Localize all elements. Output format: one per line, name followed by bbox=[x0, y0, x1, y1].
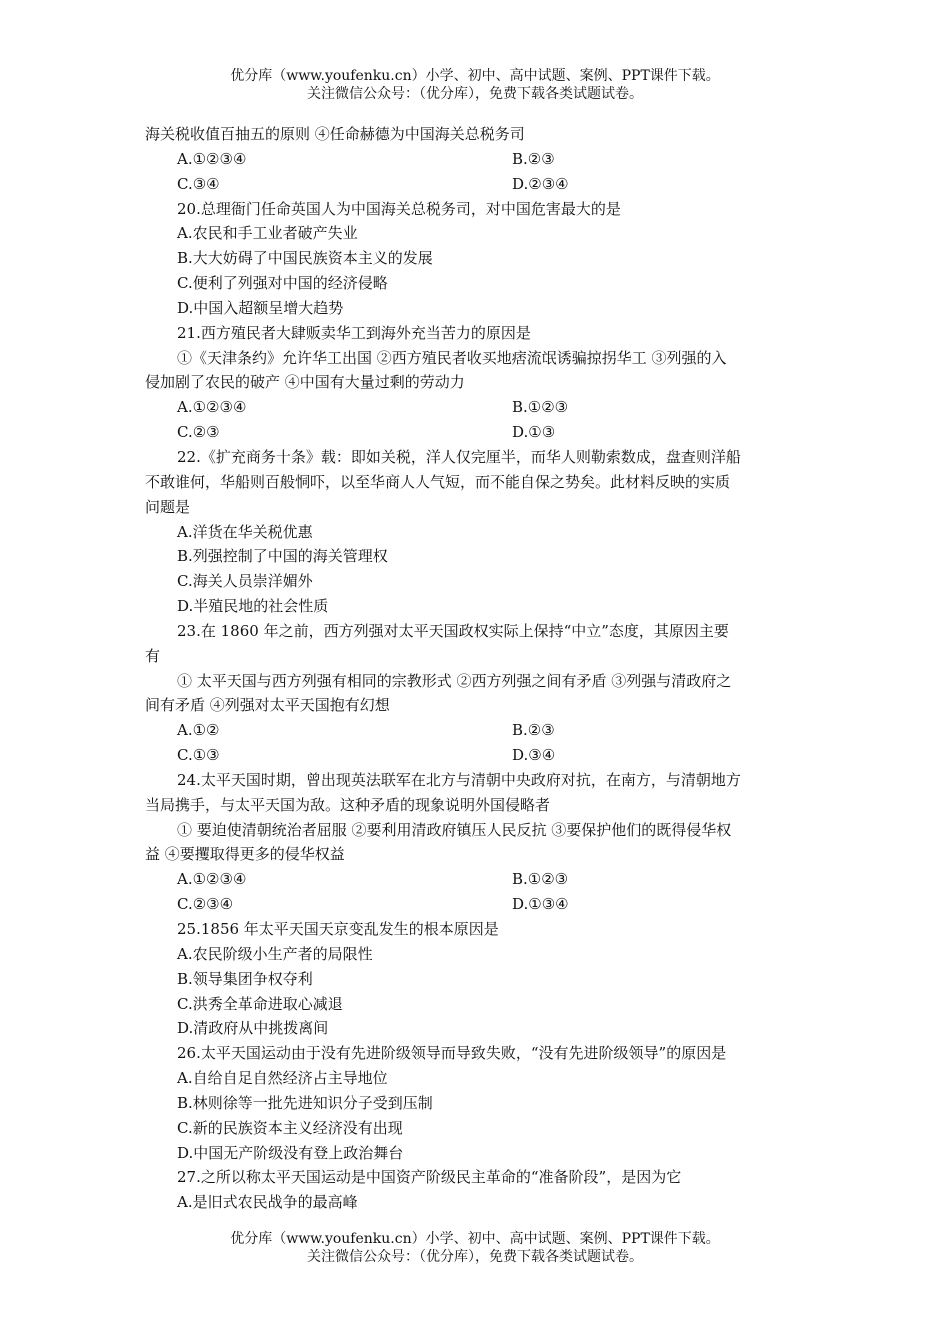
q24-options-row-2 bbox=[145, 892, 810, 917]
q19-options-row-1 bbox=[145, 147, 810, 172]
q21-option-d: D.①③ bbox=[512, 423, 556, 442]
q20-stem: 20.总理衙门任命英国人为中国海关总税务司，对中国危害最大的是 bbox=[177, 199, 621, 218]
q21-option-a: A.①②③④ bbox=[177, 398, 247, 417]
q26-option-d: D.中国无产阶级没有登上政治舞台 bbox=[177, 1143, 404, 1162]
q25-option-a: A.农民阶级小生产者的局限性 bbox=[177, 944, 373, 963]
q21-option-b: B.①②③ bbox=[512, 398, 569, 417]
q24-items-line-1: ① 要迫使清朝统治者屈服 ②要利用清政府镇压人民反抗 ③要保护他们的既得侵华权 bbox=[177, 820, 732, 839]
footer-line-2: 关注微信公众号：（优分库），免费下载各类试题试卷。 bbox=[307, 1249, 643, 1265]
q19-option-d: D.②③④ bbox=[512, 174, 569, 193]
q26-option-b: B.林则徐等一批先进知识分子受到压制 bbox=[177, 1093, 433, 1112]
page-header bbox=[0, 67, 950, 103]
q23-stem-line-1: 23.在 1860 年之前，西方列强对太平天国政权实际上保持“中立”态度，其原因主要 bbox=[177, 621, 729, 640]
q24-option-b: B.①②③ bbox=[512, 870, 569, 889]
q23-option-d: D.③④ bbox=[512, 746, 556, 765]
q25-option-b: B.领导集团争权夺利 bbox=[177, 969, 313, 988]
q20-option-a: A.农民和手工业者破产失业 bbox=[177, 224, 358, 243]
q26-stem: 26.太平天国运动由于没有先进阶级领导而导致失败，“没有先进阶级领导”的原因是 bbox=[177, 1044, 727, 1063]
q25-option-c: C.洪秀全革命进取心减退 bbox=[177, 994, 343, 1013]
q19-continuation: 海关税收值百抽五的原则 ④任命赫德为中国海关总税务司 bbox=[145, 125, 525, 143]
q24-stem-line-2: 当局携手，与太平天国为敌。这种矛盾的现象说明外国侵略者 bbox=[145, 795, 551, 814]
footer-line-1: 优分库（www.youfenku.cn）小学、初中、高中试题、案例、PPT课件下载。 bbox=[230, 1231, 720, 1247]
q21-option-c: C.②③ bbox=[177, 423, 220, 442]
q19-option-c: C.③④ bbox=[177, 174, 220, 193]
q19-option-a: A.①②③④ bbox=[177, 149, 247, 168]
q24-option-a: A.①②③④ bbox=[177, 870, 247, 889]
q26-option-c: C.新的民族资本主义经济没有出现 bbox=[177, 1118, 403, 1137]
q22-option-b: B.列强控制了中国的海关管理权 bbox=[177, 547, 388, 566]
page-footer bbox=[0, 1230, 950, 1266]
q26-option-a: A.自给自足自然经济占主导地位 bbox=[177, 1069, 388, 1088]
q23-option-a: A.①② bbox=[177, 721, 220, 740]
q21-options-row-1 bbox=[145, 395, 810, 420]
q23-options-row-2 bbox=[145, 743, 810, 768]
q24-option-c: C.②③④ bbox=[177, 895, 234, 914]
q23-option-b: B.②③ bbox=[512, 721, 555, 740]
q20-option-c: C.便利了列强对中国的经济侵略 bbox=[177, 274, 388, 293]
q22-option-c: C.海关人员崇洋媚外 bbox=[177, 572, 313, 591]
q20-option-b: B.大大妨碍了中国民族资本主义的发展 bbox=[177, 249, 433, 268]
question-body bbox=[145, 122, 810, 1215]
q23-items-line-2: 间有矛盾 ④列强对太平天国抱有幻想 bbox=[145, 696, 390, 715]
q23-options-row-1 bbox=[145, 718, 810, 743]
q22-stem-line-3: 问题是 bbox=[145, 497, 191, 516]
q21-items-line-2: 侵加剧了农民的破产 ④中国有大量过剩的劳动力 bbox=[145, 373, 465, 392]
q22-stem-line-2: 不敢谁何，华船则百般恫吓，以至华商人人气短，而不能自保之势矣。此材料反映的实质 bbox=[145, 472, 731, 491]
q19-options-row-2 bbox=[145, 172, 810, 197]
q21-options-row-2 bbox=[145, 420, 810, 445]
q22-stem-line-1: 22.《扩充商务十条》载：即如关税，洋人仅完厘半，而华人则勒索数成，盘查则洋船 bbox=[177, 447, 741, 466]
q22-option-d: D.半殖民地的社会性质 bbox=[177, 597, 329, 616]
q20-option-d: D.中国入超额呈增大趋势 bbox=[177, 298, 344, 317]
q23-items-line-1: ① 太平天国与西方列强有相同的宗教形式 ②西方列强之间有矛盾 ③列强与清政府之 bbox=[177, 671, 732, 690]
q23-option-c: C.①③ bbox=[177, 746, 220, 765]
q25-stem: 25.1856 年太平天国天京变乱发生的根本原因是 bbox=[177, 920, 499, 938]
q27-option-a: A.是旧式农民战争的最高峰 bbox=[177, 1193, 358, 1212]
q24-options-row-1 bbox=[145, 867, 810, 892]
q24-stem-line-1: 24.太平天国时期，曾出现英法联军在北方与清朝中央政府对抗，在南方，与清朝地方 bbox=[177, 770, 741, 789]
header-line-2: 关注微信公众号：（优分库），免费下载各类试题试卷。 bbox=[307, 86, 643, 102]
q21-stem: 21.西方殖民者大肆贩卖华工到海外充当苦力的原因是 bbox=[177, 323, 531, 342]
q27-stem: 27.之所以称太平天国运动是中国资产阶级民主革命的“准备阶段”，是因为它 bbox=[177, 1168, 682, 1187]
q22-option-a: A.洋货在华关税优惠 bbox=[177, 522, 313, 541]
q21-items-line-1: ①《天津条约》允许华工出国 ②西方殖民者收买地痞流氓诱骗掠拐华工 ③列强的入 bbox=[177, 348, 727, 367]
q24-option-d: D.①③④ bbox=[512, 895, 569, 914]
q25-option-d: D.清政府从中挑拨离间 bbox=[177, 1019, 329, 1038]
q24-items-line-2: 益 ④要攫取得更多的侵华权益 bbox=[145, 845, 345, 864]
q19-option-b: B.②③ bbox=[512, 149, 555, 168]
header-line-1: 优分库（www.youfenku.cn）小学、初中、高中试题、案例、PPT课件下载。 bbox=[230, 68, 720, 84]
q23-stem-line-2: 有 bbox=[145, 646, 161, 665]
